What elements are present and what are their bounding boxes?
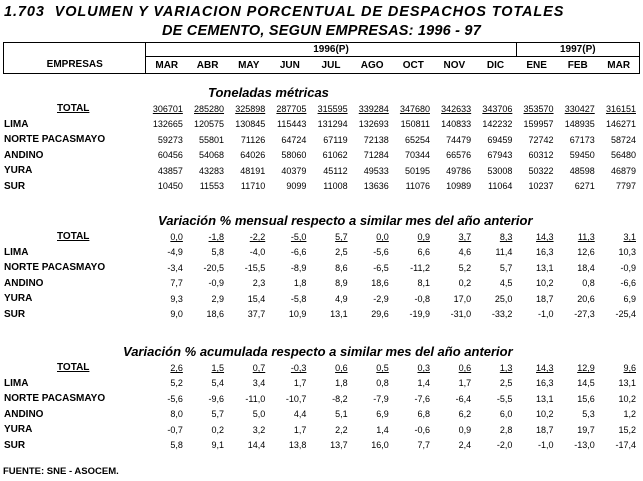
table-cell: 142232 — [482, 119, 513, 130]
table-cell: 48598 — [569, 165, 595, 176]
table-cell: -0,6 — [414, 424, 430, 435]
table-cell: 50322 — [528, 165, 554, 176]
table-cell: 4,5 — [499, 278, 513, 289]
table-cell: 0,2 — [458, 278, 472, 289]
header-year-1996: 1996(P) — [146, 43, 516, 57]
table-cell: 2,4 — [458, 440, 472, 451]
table-cell: 146271 — [605, 119, 636, 130]
table-cell: 0,9 — [417, 231, 430, 242]
table-cell: -4,9 — [167, 247, 183, 258]
table-cell: -7,9 — [373, 393, 389, 404]
table-cell: -6,4 — [455, 393, 472, 404]
table-cell: 0,0 — [170, 231, 183, 242]
row-label: TOTAL — [57, 103, 90, 115]
table-cell: 14,4 — [247, 440, 266, 451]
table-cell: -5,5 — [496, 393, 513, 404]
row-label: LIMA — [4, 246, 29, 258]
table-cell: 131294 — [317, 119, 348, 130]
table-cell: -2,9 — [373, 293, 389, 304]
section-title: Variación % acumulada respecto a similar mes del año anterior — [123, 344, 513, 359]
table-cell: -8,9 — [290, 262, 307, 273]
table-row — [3, 245, 640, 261]
row-label: ANDINO — [4, 277, 44, 289]
table-cell: 6,2 — [458, 409, 472, 420]
table-cell: 11076 — [405, 181, 430, 192]
row-label: NORTE PACASMAYO — [4, 393, 106, 405]
table-row — [3, 132, 640, 148]
table-cell: 0,0 — [376, 231, 389, 242]
month-header: AGO — [352, 57, 393, 74]
table-cell: -5,6 — [373, 247, 389, 258]
table-cell: 69459 — [487, 134, 513, 145]
title-line-1: 1.703 VOLUMEN Y VARIACION PORCENTUAL DE DESPACHOS TOTALES — [4, 4, 565, 20]
month-header: DIC — [475, 57, 516, 74]
table-cell: 17,0 — [453, 293, 472, 304]
table-cell: -2,0 — [496, 440, 513, 451]
title-line-2: DE CEMENTO, SEGUN EMPRESAS: 1996 - 97 — [162, 23, 481, 39]
table-cell: 53008 — [487, 165, 513, 176]
table-cell: -25,4 — [615, 309, 636, 320]
table-cell: 18,6 — [371, 278, 389, 289]
table-cell: 14,3 — [536, 362, 554, 373]
table-cell: 59273 — [157, 134, 183, 145]
table-cell: -0,9 — [208, 278, 225, 289]
table-cell: 13636 — [363, 181, 389, 192]
row-label: NORTE PACASMAYO — [4, 262, 106, 274]
table-cell: 0,6 — [335, 362, 348, 373]
table-cell: 130845 — [235, 119, 266, 130]
table-cell: -11,2 — [410, 262, 430, 273]
table-cell: -11,0 — [245, 393, 266, 404]
table-cell: 6,0 — [499, 409, 513, 420]
table-row — [3, 307, 640, 323]
table-cell: 9,6 — [623, 362, 636, 373]
table-cell: 0,7 — [252, 362, 266, 373]
table-cell: 71284 — [363, 150, 389, 161]
table-cell: 15,6 — [577, 393, 595, 404]
month-header: ABR — [187, 57, 228, 74]
table-cell: 37,7 — [247, 309, 266, 320]
table-cell: 14,5 — [577, 378, 595, 389]
table-cell: 8,0 — [170, 409, 183, 420]
table-cell: -15,5 — [244, 262, 266, 273]
table-cell: 8,9 — [335, 278, 348, 289]
table-cell: 10237 — [528, 181, 554, 192]
section-variacion-mensual — [3, 212, 640, 322]
table-cell: 13,1 — [536, 262, 554, 273]
table-cell: -17,4 — [615, 440, 636, 451]
table-cell: 0,5 — [376, 362, 389, 373]
table-cell: 2,3 — [252, 278, 266, 289]
table-cell: 8,1 — [417, 278, 430, 289]
table-cell: 59450 — [569, 150, 595, 161]
table-cell: 18,4 — [577, 262, 595, 273]
page-title — [4, 3, 565, 41]
row-label: YURA — [4, 424, 33, 436]
table-cell: 50195 — [404, 165, 430, 176]
table-cell: -7,6 — [414, 393, 430, 404]
table-cell: 1,7 — [293, 378, 307, 389]
table-row — [3, 276, 640, 292]
table-cell: 67943 — [487, 150, 513, 161]
table-cell: -31,0 — [450, 309, 472, 320]
source-note: FUENTE: SNE - ASOCEM. — [3, 466, 119, 477]
table-cell: -4,0 — [249, 247, 266, 258]
table-cell: -1,8 — [208, 231, 225, 242]
table-cell: 7,7 — [170, 278, 183, 289]
data-table — [3, 360, 640, 453]
table-cell: 325898 — [235, 103, 266, 114]
table-cell: 11,3 — [577, 231, 595, 242]
table-cell: 29,6 — [371, 309, 389, 320]
row-label: SUR — [4, 180, 26, 192]
table-cell: 48191 — [240, 165, 266, 176]
table-cell: -27,3 — [574, 309, 595, 320]
table-cell: 2,2 — [335, 424, 348, 435]
table-cell: 56480 — [610, 150, 636, 161]
table-cell: 115443 — [277, 119, 307, 130]
table-cell: -0,9 — [620, 262, 636, 273]
row-label: NORTE PACASMAYO — [4, 134, 106, 146]
table-cell: 71126 — [240, 134, 266, 145]
table-cell: 10450 — [157, 181, 183, 192]
table-cell: -0,3 — [290, 362, 307, 373]
table-cell: 1,4 — [376, 424, 389, 435]
table-cell: -5,6 — [167, 393, 183, 404]
table-cell: 7,7 — [417, 440, 430, 451]
table-cell: 1,7 — [458, 378, 472, 389]
table-cell: 5,1 — [335, 409, 348, 420]
row-label: YURA — [4, 165, 33, 177]
table-cell: 2,5 — [335, 247, 348, 258]
table-cell: 306701 — [152, 103, 183, 114]
table-row — [3, 179, 640, 195]
row-label: YURA — [4, 293, 33, 305]
table-cell: 13,1 — [618, 378, 636, 389]
table-cell: 3,2 — [252, 424, 266, 435]
row-label: TOTAL — [57, 362, 90, 374]
month-header: OCT — [393, 57, 434, 74]
table-cell: 18,7 — [536, 424, 554, 435]
header-year-1997: 1997(P) — [516, 43, 639, 57]
table-cell: 46879 — [610, 165, 636, 176]
month-header: JUL — [310, 57, 351, 74]
table-cell: 18,6 — [206, 309, 225, 320]
table-row — [3, 163, 640, 179]
table-cell: 65254 — [404, 134, 430, 145]
table-cell: 0,8 — [376, 378, 389, 389]
table-cell: 9099 — [286, 181, 307, 192]
table-cell: 11064 — [488, 181, 513, 192]
table-row — [3, 260, 640, 276]
table-cell: -2,2 — [249, 231, 266, 242]
table-cell: 13,1 — [330, 309, 348, 320]
table-cell: 15,4 — [247, 293, 266, 304]
table-cell: 150811 — [400, 119, 430, 130]
table-cell: 132665 — [152, 119, 183, 130]
table-cell: 55801 — [199, 134, 225, 145]
table-cell: 1,8 — [293, 278, 307, 289]
table-cell: 74479 — [446, 134, 472, 145]
table-cell: -6,5 — [373, 262, 389, 273]
table-cell: 25,0 — [494, 293, 513, 304]
table-cell: 4,4 — [293, 409, 307, 420]
table-cell: 353570 — [523, 103, 554, 114]
table-cell: -6,6 — [290, 247, 307, 258]
table-cell: -19,9 — [409, 309, 430, 320]
table-row — [3, 148, 640, 164]
table-cell: 64724 — [281, 134, 307, 145]
table-cell: 5,8 — [211, 247, 225, 258]
table-cell: -1,0 — [538, 309, 554, 320]
table-cell: 4,9 — [335, 293, 348, 304]
table-cell: 10,2 — [618, 393, 636, 404]
table-cell: 11710 — [240, 181, 266, 192]
table-cell: 0,8 — [582, 278, 595, 289]
table-cell: 330427 — [564, 103, 595, 114]
table-cell: 49786 — [446, 165, 472, 176]
table-cell: 58724 — [610, 134, 636, 145]
table-cell: 13,7 — [330, 440, 348, 451]
month-header: NOV — [434, 57, 475, 74]
table-cell: 67173 — [569, 134, 595, 145]
table-cell: 1,5 — [211, 362, 225, 373]
section-title: Variación % mensual respecto a similar mes del año anterior — [158, 213, 533, 228]
total-row — [3, 229, 640, 245]
table-cell: 7797 — [615, 181, 636, 192]
table-cell: 315595 — [317, 103, 348, 114]
table-cell: -5,8 — [290, 293, 307, 304]
data-table — [3, 229, 640, 322]
month-header: MAY — [228, 57, 269, 74]
table-cell: -9,6 — [208, 393, 225, 404]
row-label: SUR — [4, 439, 26, 451]
table-cell: 40379 — [281, 165, 307, 176]
table-cell: 54068 — [199, 150, 225, 161]
row-label: ANDINO — [4, 149, 44, 161]
table-cell: 1,8 — [335, 378, 348, 389]
table-cell: 9,3 — [170, 293, 183, 304]
table-cell: 2,8 — [499, 424, 513, 435]
table-cell: 12,9 — [577, 362, 595, 373]
row-label: LIMA — [4, 377, 29, 389]
table-cell: 43283 — [199, 165, 225, 176]
table-cell: 9,0 — [170, 309, 183, 320]
table-cell: 4,6 — [458, 247, 472, 258]
table-cell: -0,8 — [414, 293, 430, 304]
table-cell: 16,0 — [371, 440, 389, 451]
row-label: TOTAL — [57, 231, 90, 243]
table-cell: 15,2 — [618, 424, 636, 435]
section-variacion-acumulada — [3, 343, 640, 453]
table-row — [3, 117, 640, 133]
table-cell: 0,2 — [211, 424, 225, 435]
table-cell: 159957 — [523, 119, 554, 130]
table-cell: 13,1 — [536, 393, 554, 404]
table-cell: 3,1 — [623, 231, 636, 242]
table-cell: 58060 — [281, 150, 307, 161]
table-cell: 60312 — [528, 150, 554, 161]
table-cell: 1,2 — [623, 409, 636, 420]
table-cell: 10,2 — [536, 409, 554, 420]
header-empresas-top — [4, 43, 146, 57]
table-cell: 6,8 — [417, 409, 430, 420]
table-cell: 16,3 — [536, 378, 554, 389]
table-cell: 6271 — [574, 181, 595, 192]
table-row — [3, 376, 640, 392]
table-row — [3, 422, 640, 438]
table-cell: 5,8 — [170, 440, 183, 451]
month-header: ENE — [516, 57, 557, 74]
total-row — [3, 360, 640, 376]
table-cell: 6,9 — [623, 293, 636, 304]
section-title: Toneladas métricas — [208, 85, 329, 100]
total-row — [3, 101, 640, 117]
table-cell: 2,9 — [211, 293, 225, 304]
table-cell: -0,7 — [167, 424, 183, 435]
table-cell: 342633 — [441, 103, 472, 114]
table-cell: 11,4 — [495, 247, 513, 258]
month-header: MAR — [146, 57, 187, 74]
table-row — [3, 438, 640, 454]
table-cell: 3,7 — [458, 231, 472, 242]
table-cell: 0,6 — [458, 362, 472, 373]
table-cell: 1,3 — [499, 362, 513, 373]
table-cell: 6,9 — [376, 409, 389, 420]
table-cell: 0,3 — [417, 362, 430, 373]
table-cell: -33,2 — [491, 309, 513, 320]
table-cell: -6,6 — [620, 278, 636, 289]
table-cell: 5,7 — [211, 409, 225, 420]
table-cell: 339284 — [358, 103, 389, 114]
table-cell: 5,2 — [458, 262, 472, 273]
table-cell: 49533 — [363, 165, 389, 176]
table-cell: 18,7 — [536, 293, 554, 304]
table-cell: 3,4 — [252, 378, 266, 389]
table-cell: 2,6 — [170, 362, 183, 373]
table-cell: 14,3 — [536, 231, 554, 242]
month-header: FEB — [557, 57, 598, 74]
table-cell: -8,2 — [332, 393, 348, 404]
table-cell: 11553 — [199, 181, 225, 192]
table-cell: 8,3 — [499, 231, 513, 242]
section-toneladas — [3, 84, 640, 194]
row-label: ANDINO — [4, 408, 44, 420]
row-label: LIMA — [4, 118, 29, 130]
table-cell: 45112 — [323, 165, 348, 176]
table-cell: 10,2 — [536, 278, 554, 289]
table-row — [3, 407, 640, 423]
table-cell: 61062 — [322, 150, 348, 161]
table-cell: 72742 — [528, 134, 554, 145]
table-cell: 66576 — [446, 150, 472, 161]
table-cell: 11008 — [323, 181, 348, 192]
table-cell: -13,0 — [574, 440, 595, 451]
table-cell: 6,6 — [417, 247, 430, 258]
table-cell: 148935 — [564, 119, 595, 130]
table-cell: 10,9 — [288, 309, 307, 320]
table-cell: 16,3 — [536, 247, 554, 258]
table-cell: 0,9 — [458, 424, 472, 435]
table-cell: 8,6 — [335, 262, 348, 273]
header-empresas: EMPRESAS — [4, 57, 146, 74]
table-cell: 347680 — [399, 103, 430, 114]
table-cell: 72138 — [363, 134, 389, 145]
table-cell: -3,4 — [167, 262, 183, 273]
table-cell: 5,2 — [170, 378, 183, 389]
table-cell: 60456 — [157, 150, 183, 161]
table-cell: 10,3 — [618, 247, 636, 258]
table-cell: 285280 — [194, 103, 225, 114]
table-cell: -1,0 — [538, 440, 554, 451]
table-cell: 132693 — [358, 119, 389, 130]
table-cell: 5,7 — [499, 262, 513, 273]
table-cell: -10,7 — [285, 393, 307, 404]
table-row — [3, 391, 640, 407]
table-cell: 20,6 — [577, 293, 595, 304]
month-header: MAR — [598, 57, 639, 74]
table-cell: 343706 — [482, 103, 513, 114]
table-cell: 1,7 — [293, 424, 307, 435]
table-cell: -5,0 — [290, 231, 307, 242]
row-label: SUR — [4, 308, 26, 320]
table-cell: 12,6 — [577, 247, 595, 258]
table-cell: 287705 — [276, 103, 307, 114]
table-cell: 5,0 — [252, 409, 266, 420]
table-cell: 1,4 — [417, 378, 430, 389]
month-header: JUN — [269, 57, 310, 74]
table-cell: 2,5 — [499, 378, 513, 389]
table-cell: 5,3 — [582, 409, 595, 420]
table-cell: 9,1 — [211, 440, 225, 451]
table-row — [3, 291, 640, 307]
table-cell: -20,5 — [203, 262, 225, 273]
table-cell: 67119 — [323, 134, 348, 145]
table-cell: 70344 — [404, 150, 430, 161]
table-cell: 13,8 — [288, 440, 307, 451]
table-cell: 19,7 — [577, 424, 595, 435]
table-cell: 5,7 — [335, 231, 348, 242]
table-cell: 5,4 — [211, 378, 225, 389]
table-cell: 140833 — [441, 119, 472, 130]
table-header — [3, 42, 640, 74]
table-cell: 64026 — [240, 150, 266, 161]
table-cell: 120575 — [194, 119, 225, 130]
table-cell: 10989 — [446, 181, 472, 192]
data-table — [3, 101, 640, 194]
table-cell: 43857 — [157, 165, 183, 176]
table-cell: 316151 — [605, 103, 636, 114]
